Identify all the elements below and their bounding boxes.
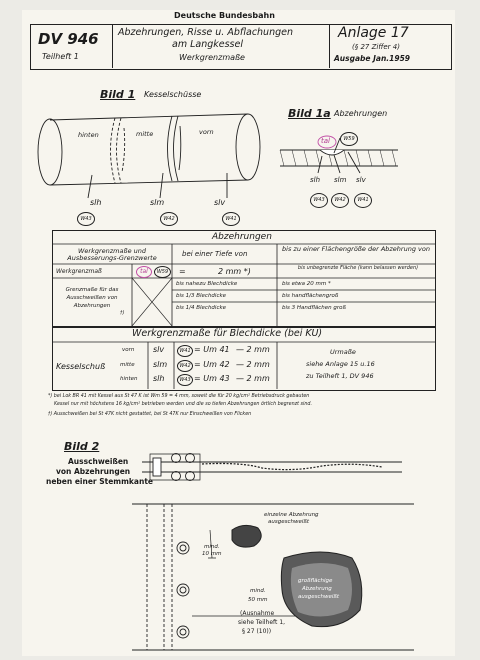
bild1a-slm: slm	[334, 176, 347, 184]
bild1a-slv: slv	[356, 176, 366, 184]
bild2-large3: ausgeschweißt	[298, 594, 340, 600]
table2-title: Werkgrenzmaße für Blechdicke (bei KU)	[132, 328, 323, 339]
bild2-min10-2: 10 mm	[202, 551, 222, 557]
table1-w59: W59	[154, 266, 171, 278]
bild1a-caption: Abzehrungen	[334, 109, 388, 118]
bild1-w41: W41	[222, 212, 240, 226]
org-name: Deutsche Bundesbahn	[174, 11, 275, 20]
doc-part: Teilheft 1	[42, 52, 79, 61]
annex-ref: (§ 27 Ziffer 4)	[352, 43, 400, 51]
bild2-min50-1: mind.	[250, 588, 266, 594]
bild1a-w41: W41	[354, 193, 372, 208]
table1-eq: =	[179, 267, 186, 276]
table2-row2-code: slm	[153, 360, 168, 369]
bild2-large1: großflächige	[298, 578, 333, 584]
table1-title: Abzehrungen	[212, 232, 272, 242]
bild2-large2: Abzehrung	[302, 586, 332, 592]
table2-row1-eq: = Um 41	[194, 345, 230, 354]
bild2-except2: siehe Teilheft 1,	[238, 619, 286, 626]
table1-a3: bis handflächengroß	[282, 293, 339, 299]
table2-right1: Urmaße	[330, 348, 356, 356]
bild1-slm: slm	[150, 198, 165, 207]
title-subtitle: Werkgrenzmaße	[179, 53, 245, 62]
table1-row1-label: Werkgrenzmaß	[56, 268, 102, 275]
table2-row1-w: W41	[177, 345, 193, 357]
bild2-single-label2: ausgeschweißt	[268, 519, 310, 525]
table1-tal: tal	[136, 266, 152, 278]
table2-row1-code: slv	[153, 345, 165, 354]
bild2-except3: § 27 (10))	[242, 628, 272, 635]
bild1a-slh: slh	[310, 176, 321, 184]
bild1a-title: Bild 1a	[288, 107, 331, 120]
table1-d3: bis 1/3 Blechdicke	[176, 293, 227, 299]
footnote-1a: *) bei Lok BR 41 mit Kessel aus St 47 K ist Wm 59 = 4 mm, soweit die für 20 kg/cm² Betriebsdruck gebauten	[48, 394, 310, 399]
table2-row3-w: W43	[177, 374, 193, 386]
bild1-slv: slv	[214, 198, 226, 207]
bild1a-w43: W43	[310, 193, 328, 208]
bild2-caption1: Ausschweißen	[68, 457, 129, 466]
table2-row2-eq: = Um 42	[194, 360, 230, 369]
table1-depth: 2 mm *)	[218, 267, 251, 276]
table1-a4: bis 3 Handflächen groß	[282, 305, 346, 311]
bild1a-tal: tal	[321, 137, 330, 145]
table2-row2-pos: mitte	[120, 362, 135, 368]
table1-d4: bis 1/4 Blechdicke	[176, 305, 227, 311]
bild2-except1: (Ausnahme	[240, 610, 275, 617]
table2-label: Kesselschuß	[56, 362, 106, 371]
table2-row1-dash: — 2 mm	[236, 345, 270, 354]
table1-col1-head: Werkgrenzmaße und Ausbesserungs-Grenzwerte	[67, 247, 157, 262]
bild1-slh: slh	[90, 198, 102, 207]
table1-note-mark: †)	[120, 310, 125, 316]
bild2-title: Bild 2	[64, 440, 100, 453]
table2-right2: siehe Anlage 15 u.16	[306, 360, 375, 368]
table2-row2-w: W42	[177, 360, 193, 372]
bild2-single-label: einzelne Abzehrung	[264, 512, 319, 518]
table1-a2: bis etwa 20 mm *	[282, 281, 331, 287]
table2-row1-pos: vorn	[122, 347, 135, 353]
table1-col2-head: bei einer Tiefe von	[182, 250, 248, 258]
bild1-hinten: hinten	[78, 131, 99, 139]
document-sheet	[22, 10, 455, 656]
seam-drawing	[22, 10, 455, 656]
table1-col3-head: bis zu einer Flächengröße der Abzehrung von	[282, 245, 430, 253]
table1-area1: bis unbegrenzte Fläche (kann belassen werden)	[297, 265, 419, 271]
bild1-w43: W43	[77, 212, 95, 226]
bild1-mitte: mitte	[136, 130, 154, 138]
bild2-caption2: von Abzehrungen	[56, 467, 131, 476]
title-line2: am Langkessel	[172, 39, 243, 50]
bild1-vorn: vorn	[199, 128, 214, 136]
edition: Ausgabe Jan.1959	[334, 54, 411, 63]
table2-right3: zu Teilheft 1, DV 946	[306, 372, 374, 380]
title-line1: Abzehrungen, Risse u. Abflachungen	[118, 27, 293, 38]
footnote-2: †) Ausschweißen bei St 47K nicht gestattet, bei St 47K nur Einschweißen von Flicken	[48, 412, 252, 417]
bild1a-w42: W42	[331, 193, 349, 208]
doc-id: DV 946	[38, 30, 99, 48]
table1-d2: bis nahezu Blechdicke	[176, 281, 238, 287]
table2-row3-pos: hinten	[120, 376, 138, 382]
table1-row2-label: Grenzmaße für das Ausschweißen von Abzehrungen	[65, 287, 119, 309]
bild2-caption3: neben einer Stemmkante	[46, 477, 153, 486]
bild1-title: Bild 1	[100, 88, 136, 101]
table2-row3-code: slh	[153, 374, 165, 383]
table2-row3-eq: = Um 43	[194, 374, 230, 383]
bild1a-w59: W59	[340, 132, 358, 146]
bild1-w42: W42	[160, 212, 178, 226]
footnote-1b: Kessel nur mit höchstens 16 kg/cm² betrieben werden und die so tiefen Abzehrungen örtlich begrenzt sind.	[54, 402, 313, 407]
bild1-caption: Kesselschüsse	[144, 90, 202, 99]
bild2-min50-2: 50 mm	[248, 597, 268, 603]
table2-row3-dash: — 2 mm	[236, 374, 270, 383]
bild2-min10-1: mind.	[204, 544, 220, 550]
annex-title: Anlage 17	[338, 25, 409, 41]
table2-row2-dash: — 2 mm	[236, 360, 270, 369]
